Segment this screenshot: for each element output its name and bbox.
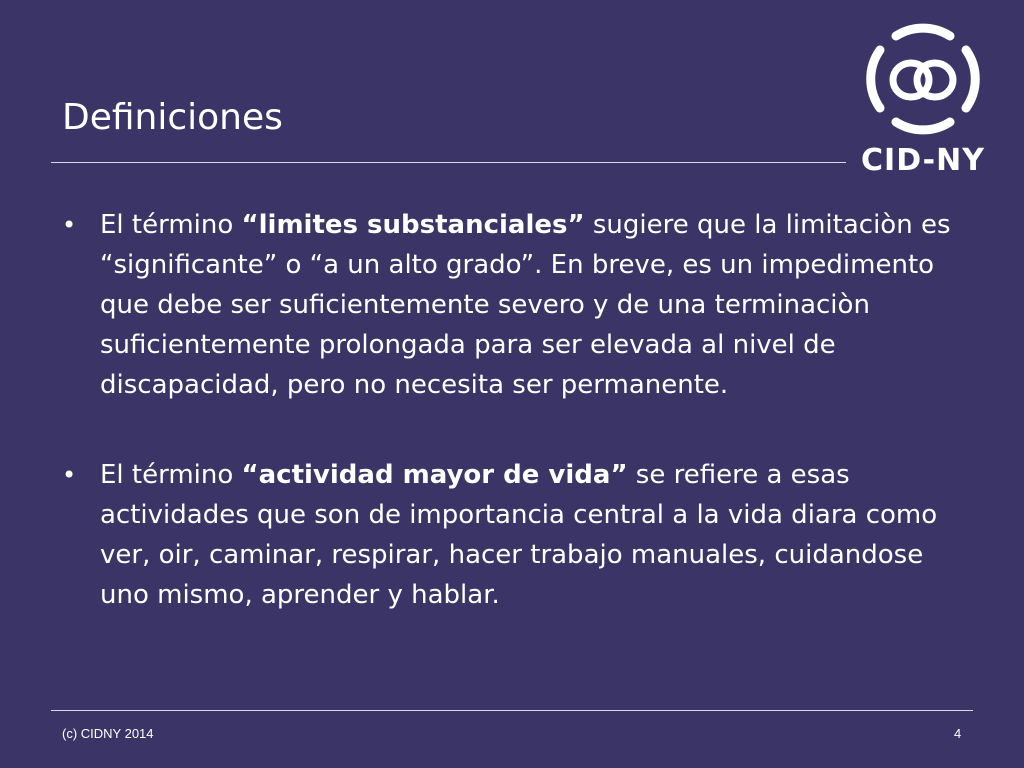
footer-copyright: (c) CIDNY 2014 (62, 726, 154, 741)
logo-wordmark: CID-NY (861, 143, 985, 178)
bullet-item-2 (60, 455, 965, 615)
interlocking-rings-icon (858, 22, 988, 142)
bullet-1-pre: El término (100, 210, 242, 240)
bullet-icon: • (62, 461, 77, 489)
slide-title: Definiciones (62, 97, 283, 138)
bullet-2-term: “actividad mayor de vida” (241, 460, 628, 490)
bullet-item-1 (60, 205, 965, 405)
cidny-logo (858, 22, 988, 182)
footer-divider (51, 710, 973, 711)
bullet-2-pre: El término (100, 460, 242, 490)
bullet-icon: • (62, 211, 77, 239)
title-divider (51, 162, 846, 163)
slide-number: 4 (954, 726, 962, 741)
bullet-2-post: se refiere a esas actividades que son de importancia central a la vida diara como ver, oir, caminar, respirar, hacer trabajo manuales, cuidandose uno mismo, aprender y hablar. (100, 460, 938, 610)
bullet-1-term: “limites substanciales” (241, 210, 585, 240)
bullet-1-post: sugiere que la limitaciòn es “significante” o “a un alto grado”. En breve, es un impedimento que debe ser suficientemente severo y de una terminaciòn suficientemente prolongada para ser elevada al nivel de discapacidad, pero no necesita ser permanente. (100, 210, 951, 400)
bullet-list (60, 205, 965, 665)
